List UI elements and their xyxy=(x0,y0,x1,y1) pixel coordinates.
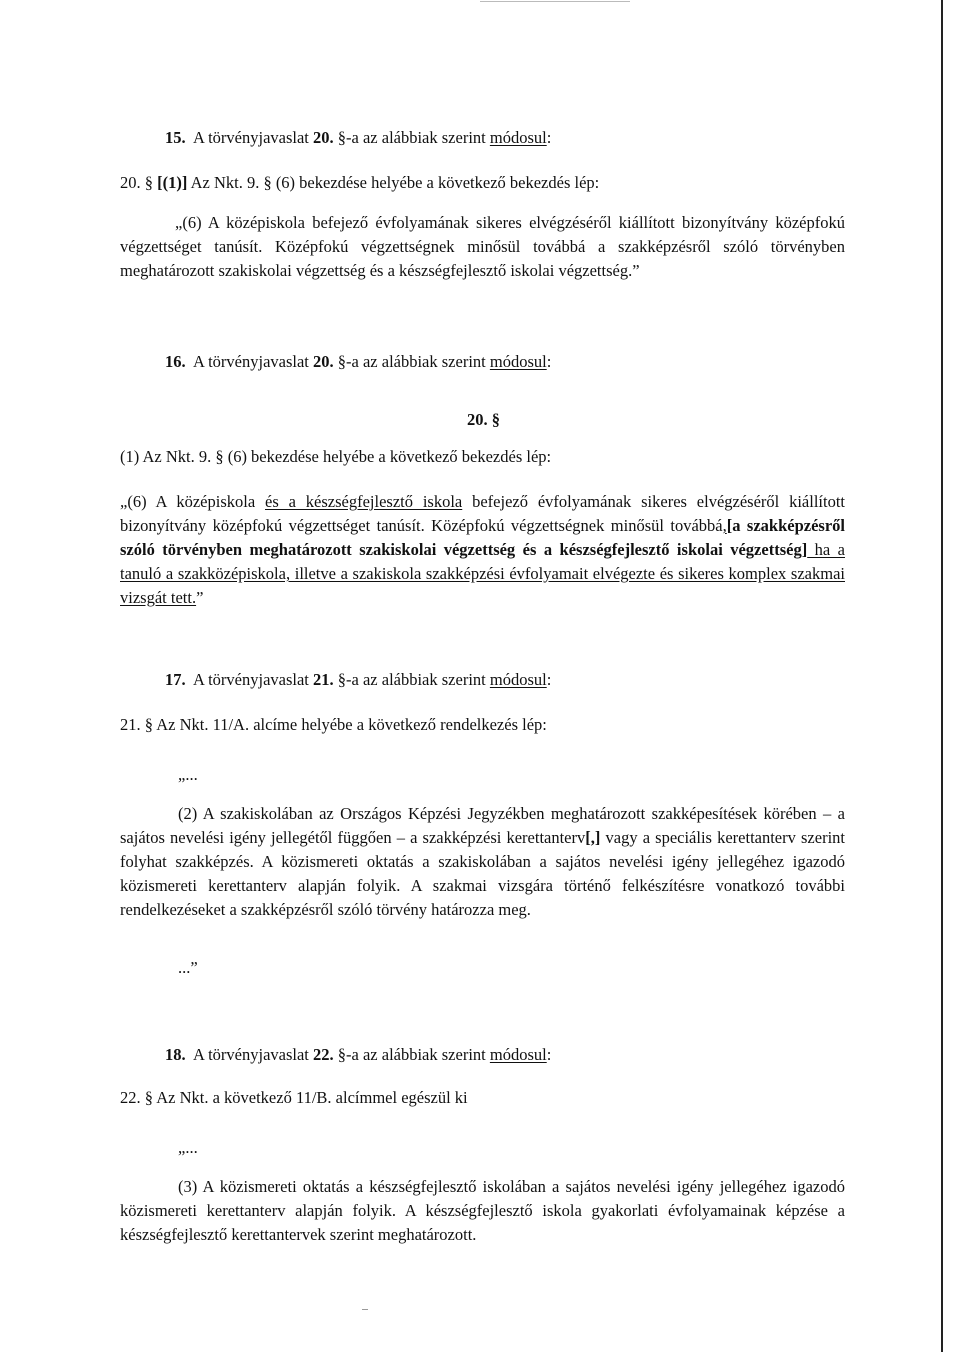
quoted-paragraph-16: „(6) A középiskola és a készségfejlesztő iskola befejező évfolyamának sikeres elvégzéséről kiállított bizonyítvány középfokú végzettséget tanúsít. Középfokú végzettségnek minősül továbbá,[a szakképzésről szóló törvényben meghatározott szakiskolai végzettség és a készségfejlesztő iskolai végzettség] ha a tanuló a szakközépiskola, illetve a szakiskola szakképzési évfolyamait elvégezte és sikeres komplex szakmai vizsgát tett.” xyxy=(120,492,846,607)
quoted-paragraph-15: „(6) A középiskola befejező évfolyamának sikeres elvégzéséről kiállított bizonyítvány középfokú végzettséget tanúsít. Középfokú végzettségnek minősül továbbá a szakképzésről szóló törvényben meghatározott szakiskolai végzettség és a készségfejlesztő iskolai végzettség.” xyxy=(120,213,845,280)
section-heading-16: (1) Az Nkt. 9. § (6) bekezdése helyébe a következő bekezdés lép: xyxy=(120,447,552,466)
scan-edge-line xyxy=(941,0,943,1352)
scan-mark xyxy=(362,1309,368,1310)
quoted-paragraph-17: (2) A szakiskolában az Országos Képzési Jegyzékben meghatározott szakképesítések körében – a sajátos nevelési igény jellegétől függően – a szakképzési kerettanterv[,] vagy a speciális kerettanterv szerint folyhat szakképzés. A közismereti oktatás a szakiskolában a sajátos nevelési igény jellegéhez igazodó közismereti kerettanterv alapján folyik. A szakmai vizsgára történő felkészítésre vonatkozó további rendelkezéseket a szakképzésről szóló törvény határozza meg. xyxy=(120,804,845,919)
amendment-ref-suffix: §-a az alábbiak szerint xyxy=(337,1045,486,1064)
amendment-action: módosul xyxy=(489,670,547,689)
quoted-paragraph-18: (3) A közismereti oktatás a készségfejlesztő iskolában a sajátos nevelési igény jellegéhez igazodó közismereti kerettanterv alapján folyik. A készségfejlesztő iskola gyakorlati évfolyamainak képzése a készségfejlesztő kerettantervek szerint meghatározott. xyxy=(120,1177,845,1244)
amendment-intro: A törvényjavaslat xyxy=(192,128,309,147)
amendment-intro: A törvényjavaslat xyxy=(192,352,309,371)
deleted-text: [,] xyxy=(585,828,601,847)
inserted-text: ha a tanuló a szakközépiskola, illetve a szakiskola szakképzési évfolyamait elvégezte és sikeres komplex szakmai vizsgát tett. xyxy=(120,540,845,607)
amendment-action: módosul xyxy=(489,128,547,147)
section-heading-17: 21. § Az Nkt. 11/A. alcíme helyébe a következő rendelkezés lép: xyxy=(120,715,547,734)
inserted-text: , xyxy=(722,516,727,535)
amendment-16-title: 16. A törvényjavaslat 20. §-a az alábbiak szerint módosul: xyxy=(165,352,552,371)
amendment-ref-suffix: §-a az alábbiak szerint xyxy=(337,352,486,371)
section-heading-18: 22. § Az Nkt. a következő 11/B. alcímmel egészül ki xyxy=(120,1088,468,1107)
amendment-ref: 20. xyxy=(313,128,334,147)
amendment-ref: 22. xyxy=(313,1045,334,1064)
quote-open-18: „... xyxy=(178,1138,198,1157)
amendment-ref-suffix: §-a az alábbiak szerint xyxy=(337,670,486,689)
amendment-intro: A törvényjavaslat xyxy=(192,670,309,689)
amendment-18-title: 18. A törvényjavaslat 22. §-a az alábbiak szerint módosul: xyxy=(165,1045,552,1064)
quote-close-17: ...” xyxy=(178,958,198,977)
amendment-number: 17. xyxy=(165,670,186,689)
amendment-17-title: 17. A törvényjavaslat 21. §-a az alábbiak szerint módosul: xyxy=(165,670,552,689)
amendment-action: módosul xyxy=(489,352,547,371)
scan-mark xyxy=(480,1,630,2)
inserted-text: és a készségfejlesztő iskola xyxy=(265,492,463,511)
section-title-16: 20. § xyxy=(467,410,500,429)
amendment-15-title: 15. A törvényjavaslat 20. §-a az alábbiak szerint módosul: xyxy=(165,128,552,147)
section-heading-15: 20. § [(1)] Az Nkt. 9. § (6) bekezdése helyébe a következő bekezdés lép: xyxy=(120,173,600,192)
amendment-number: 18. xyxy=(165,1045,186,1064)
amendment-ref-suffix: §-a az alábbiak szerint xyxy=(337,128,486,147)
amendment-ref: 20. xyxy=(313,352,334,371)
amendment-number: 16. xyxy=(165,352,186,371)
quote-open-17: „... xyxy=(178,765,198,784)
amendment-action: módosul xyxy=(489,1045,547,1064)
amendment-intro: A törvényjavaslat xyxy=(192,1045,309,1064)
amendment-ref: 21. xyxy=(313,670,334,689)
deleted-text: [(1)] xyxy=(157,173,188,192)
deleted-text: [a szakképzésről szóló törvényben meghatározott szakiskolai végzettség és a készségfejlesztő iskolai végzettség] xyxy=(120,516,845,559)
amendment-number: 15. xyxy=(165,128,186,147)
